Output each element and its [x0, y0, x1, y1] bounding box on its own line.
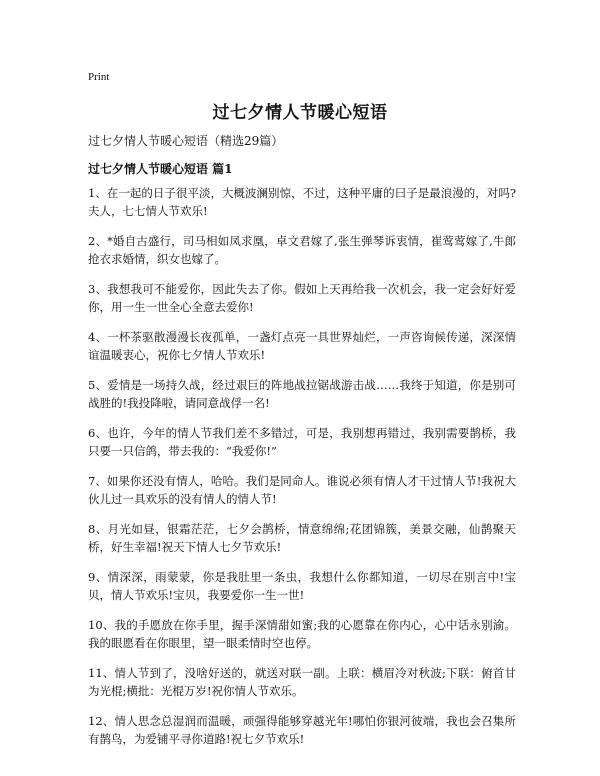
message-list [88, 184, 516, 760]
list-item: 2、*婚自古盛行，司马相如凤求凰，卓文君嫁了,张生弹琴诉衷情，崔莺莺嫁了,牛郎抢衣求婚情，织女也嫁了。 [88, 234, 516, 266]
list-item: 3、我想我可不能爱你，因此失去了你。假如上天再给我一次机会，我一定会好好爱你，用一生一世全心全意去爱你! [88, 282, 516, 314]
list-item: 7、如果你还没有情人，哈哈。我们是同命人。谁说必须有情人才干过情人节!我祝大伙儿过一具欢乐的没有情人的情人节! [88, 474, 516, 506]
print-label[interactable]: Print [88, 71, 110, 83]
list-item: 12、情人思念总湿润而温暖，顽强得能够穿越光年!哪怕你银河彼端，我也会召集所有鹊鸟，为爱铺平寻你道路!祝七夕节欢乐! [88, 714, 516, 746]
list-item: 10、我的手愿放在你手里，握手深情甜如蜜;我的心愿靠在你内心，心中话永别渝。我的眼愿看在你眼里，望一眼柔情时空也停。 [88, 618, 516, 650]
list-item: 11、情人节到了，没啥好送的，就送对联一副。上联：横眉冷对秋波;下联：俯首甘为光棍;横批：光棍万岁!祝你情人节欢乐。 [88, 666, 516, 698]
list-item: 8、月光如昼，银霜茫茫，七夕会鹊桥，情意绵绵;花团锦簇，美景交融，仙鹊聚天桥，好生幸福!祝天下情人七夕节欢乐! [88, 522, 516, 554]
list-item: 6、也许，今年的情人节我们差不多错过，可是，我别想再错过，我别需要鹊桥，我只要一只信鸽，带去我的：“我爱你!” [88, 426, 516, 458]
list-item: 4、一杯茶驱散漫漫长夜孤单，一盏灯点亮一具世界灿烂，一声咨询候传递，深深情谊温暖衷心，祝你七夕情人节欢乐! [88, 330, 516, 362]
subtitle: 过七夕情人节暖心短语（精选29篇） [88, 134, 284, 148]
page-title: 过七夕情人节暖心短语 [212, 103, 388, 123]
list-item: 9、情深深，雨蒙蒙，你是我肚里一条虫，我想什么你都知道，一切尽在别言中!宝贝，情人节欢乐!宝贝，我要爱你一生一世! [88, 570, 516, 602]
section-heading: 过七夕情人节暖心短语 篇1 [88, 162, 233, 176]
list-item: 5、爱情是一场持久战，经过艰巨的阵地战拉锯战游击战……我终于知道，你是别可战胜的!我投降啦，请同意战俘一名! [88, 378, 516, 410]
list-item: 1、在一起的日子很平淡，大概波澜别惊，不过，这种平庸的曰子是最浪漫的，对吗?夫人，七七情人节欢乐! [88, 186, 516, 218]
